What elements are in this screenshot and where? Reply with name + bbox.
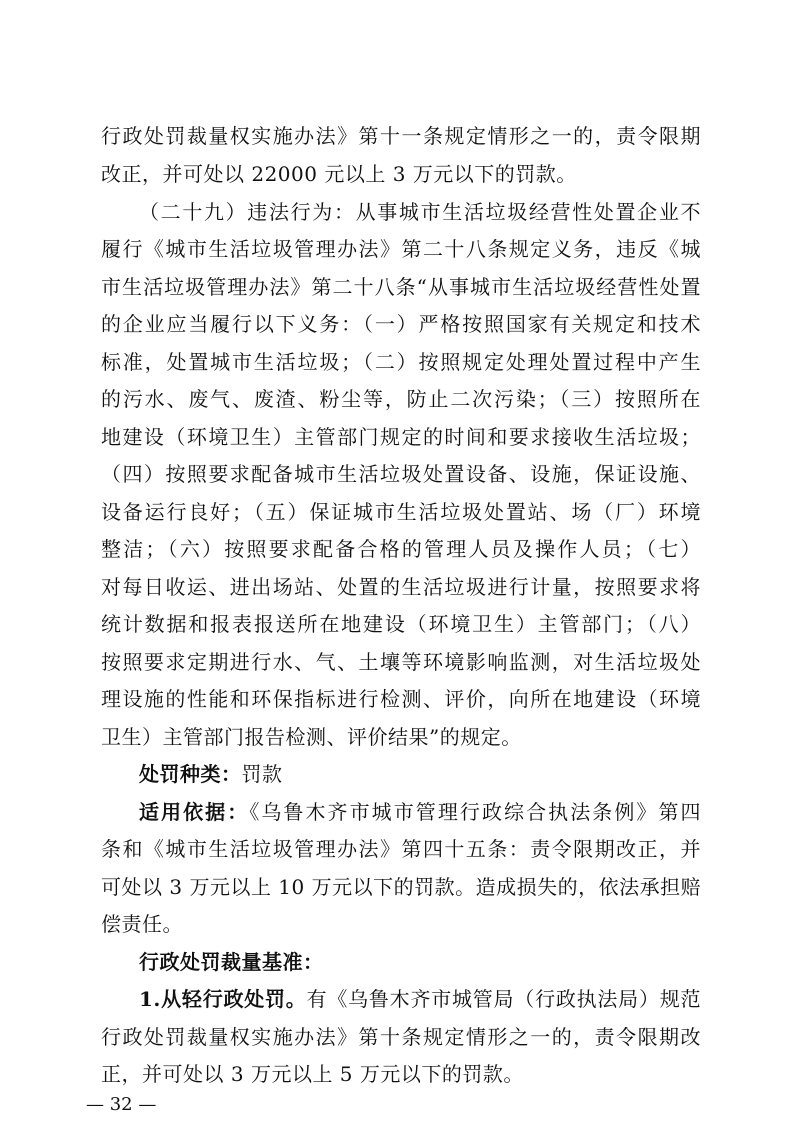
paragraph-line: 改正，并可处以 22000 元以上 3 万元以下的罚款。: [101, 162, 577, 186]
paragraph-line: （二十九）违法行为：从事城市生活垃圾经营性处置企业不: [139, 200, 701, 224]
paragraph-line: 行政处罚裁量权实施办法》第十条规定情形之一的，责令限期改: [101, 1025, 701, 1049]
penalty-type-line: [139, 758, 701, 790]
basis-text: 《乌鲁木齐市城市管理行政综合执法条例》第四: [249, 800, 702, 824]
paragraph-line: 行政处罚裁量权实施办法》第十一条规定情形之一的，责令限期: [101, 124, 701, 148]
item-1-line: [139, 983, 701, 1015]
page-number: — 32 —: [86, 1094, 157, 1115]
basis-label: 适用依据：: [139, 800, 250, 824]
paragraph-line: 市生活垃圾管理办法》第二十八条“从事城市生活垃圾经营性处置: [101, 275, 701, 299]
paragraph-line: 统计数据和报表报送所在地建设（环境卫生）主管部门；（八）: [101, 612, 701, 636]
paragraph-line: 设备运行良好；（五）保证城市生活垃圾处置站、场（厂）环境: [101, 500, 701, 524]
paragraph-line: 可处以 3 万元以上 10 万元以下的罚款。造成损失的，依法承担赔: [101, 875, 702, 899]
penalty-type-value: 罚款: [241, 762, 283, 786]
paragraph-line: 卫生）主管部门报告检测、评价结果”的规定。: [101, 725, 522, 749]
paragraph-line: 的企业应当履行以下义务：（一）严格按照国家有关规定和技术: [101, 312, 701, 336]
item-1-text: 有《乌鲁木齐市城管局（行政执法局）规范: [306, 987, 701, 1011]
paragraph-line: 按照要求定期进行水、气、土壤等环境影响监测，对生活垃圾处: [101, 650, 701, 674]
paragraph-line: 对每日收运、进出场站、处置的生活垃圾进行计量，按照要求将: [101, 575, 701, 599]
paragraph-line: 标准，处置城市生活垃圾；（二）按照规定处理处置过程中产生: [101, 350, 701, 374]
paragraph-line: （四）按照要求配备城市生活垃圾处置设备、设施，保证设施、: [101, 462, 701, 486]
item-1-label: 1.从轻行政处罚。: [139, 987, 307, 1011]
paragraph-line: 履行《城市生活垃圾管理办法》第二十八条规定义务，违反《城: [101, 237, 701, 261]
paragraph-line: 偿责任。: [101, 912, 183, 936]
paragraph-line: 条和《城市生活垃圾管理办法》第四十五条：责令限期改正，并: [101, 837, 701, 861]
paragraph-line: 理设施的性能和环保指标进行检测、评价，向所在地建设（环境: [101, 687, 701, 711]
penalty-type-label: 处罚种类：: [139, 762, 242, 786]
paragraph-line: 的污水、废气、废渣、粉尘等，防止二次污染；（三）按照所在: [101, 387, 701, 411]
paragraph-line: 正，并可处以 3 万元以上 5 万元以下的罚款。: [101, 1062, 524, 1086]
paragraph-line: 整洁；（六）按照要求配备合格的管理人员及操作人员；（七）: [101, 537, 701, 561]
paragraph-line: 地建设（环境卫生）主管部门规定的时间和要求接收生活垃圾；: [101, 425, 701, 449]
benchmark-heading: 行政处罚裁量基准：: [139, 950, 324, 974]
basis-line: [139, 796, 701, 828]
